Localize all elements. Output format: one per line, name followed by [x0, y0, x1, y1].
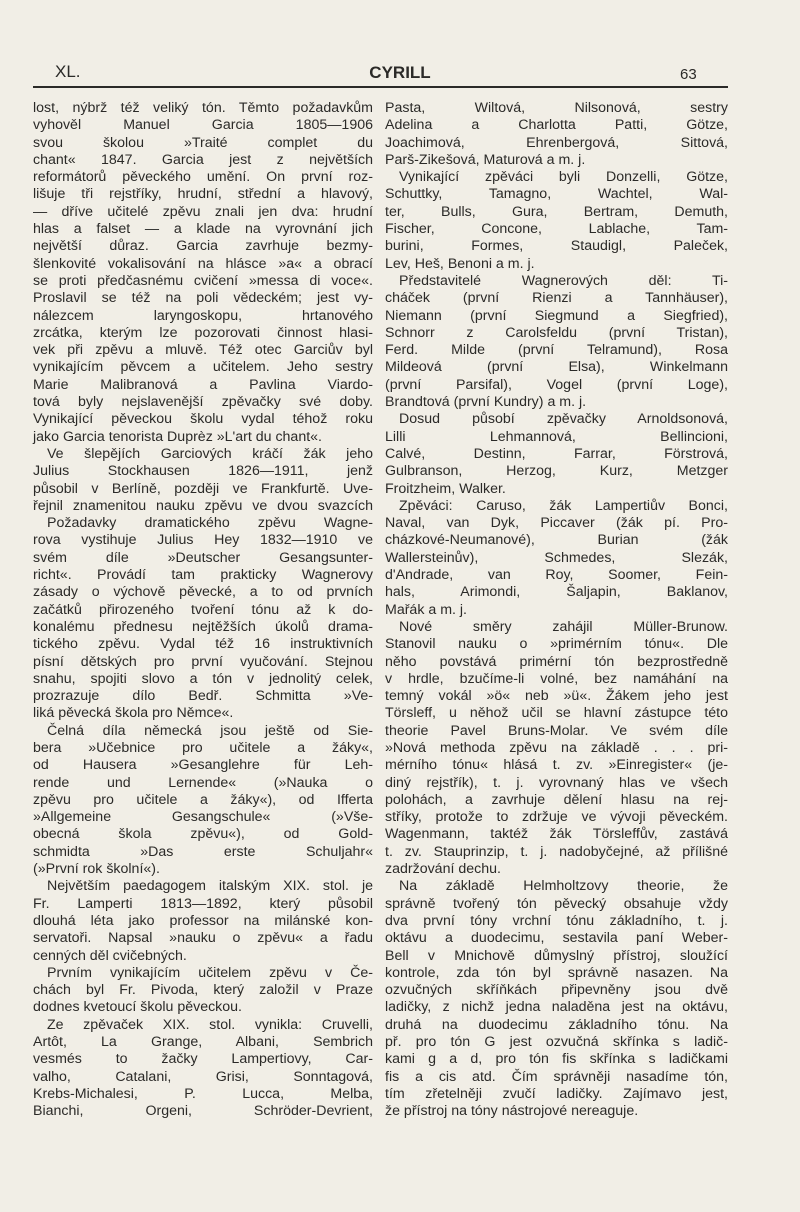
text-line: Parš-Zikešová, Maturová a m. j.: [385, 151, 586, 168]
text-line: kami g a d, pro tón fis skřínka s ladičkami: [385, 1051, 728, 1068]
text-line: Představitelé Wagnerových děl: Ti-: [399, 272, 728, 289]
text-line: stříky, protože to zdržuje ve vývoji pěveckém.: [385, 809, 728, 826]
text-line: schmidta »Das erste Schuljahr«: [33, 843, 373, 860]
text-line: (»První rok školní«).: [33, 861, 160, 878]
text-line: mérního tónu« hlásá t. zv. »Einregister« (je-: [385, 757, 728, 774]
page-number: 63: [680, 66, 697, 83]
text-line: Schnorr z Carolsfeldu (první Tristan),: [385, 324, 728, 341]
text-line: — dříve učitelé zpěvu znali jen dva: hrudní: [33, 203, 373, 220]
text-line: Fischer, Concone, Lablache, Tam-: [385, 221, 728, 238]
text-line: v hrdle, bzučíme-li volné, bez namáhání na: [385, 670, 728, 687]
text-line: ladičky, z nichž jedna naladěna jest na oktávu,: [385, 999, 728, 1016]
text-line: tím zřetelněji zvučí ladičky. Zajímavo jest,: [385, 1085, 728, 1102]
text-line: zpěvu pro učitele a žáky«), od Ifferta: [33, 791, 373, 808]
text-line: servatoři. Napsal »nauku o zpěvu« a řadu: [33, 930, 373, 947]
text-line: Schuttky, Tamagno, Wachtel, Wal-: [385, 186, 728, 203]
text-line: Adelina a Charlotta Patti, Götze,: [385, 117, 728, 134]
text-line: Joachimová, Ehrenbergová, Sittová,: [385, 134, 728, 151]
text-line: snahu, spojiti slovo a tón v jednolitý celek,: [33, 670, 373, 687]
text-line: valho, Catalani, Grisi, Sonntagová,: [33, 1068, 373, 1085]
text-line: (první Parsifal), Vogel (první Loge),: [385, 376, 728, 393]
text-line: něho povstává primérní tón bezprostředně: [385, 653, 728, 670]
left-text-column: [33, 100, 373, 1121]
text-line: Wagenmann, taktéž žák Törsleffův, zastává: [385, 826, 728, 843]
text-line: bera »Učebnice pro učitele a žáky«,: [33, 739, 373, 756]
text-line: druhá na duodecimu základního tónu. Na: [385, 1016, 728, 1033]
text-line: od Hausera »Gesanglehre für Leh-: [33, 757, 373, 774]
text-line: Zpěváci: Caruso, žák Lampertiův Bonci,: [399, 497, 728, 514]
text-line: řejnil znamenitou nauku zpěvu ve dvou svazcích: [33, 497, 373, 514]
text-line: lišuje tři rejstříky, hrudní, střední a hlavový,: [33, 186, 373, 203]
text-line: kontrole, zda tón byl správně nasazen. Na: [385, 964, 728, 981]
text-line: prozrazuje dílo Bedř. Schmitta »Ve-: [33, 688, 373, 705]
text-line: »Allgemeine Gesangschule« (»Vše-: [33, 809, 373, 826]
text-line: rende und Lernende« (»Nauka o: [33, 774, 373, 791]
text-line: obecná škola zpěvu«), od Gold-: [33, 826, 373, 843]
text-line: konalému přednesu nejtěžších úkolů drama-: [33, 618, 373, 635]
text-line: Vynikající zpěváci byli Donzelli, Götze,: [399, 169, 728, 186]
text-line: Niemann (první Siegmund a Siegfried),: [385, 307, 728, 324]
text-line: rova vystihuje Julius Hey 1832—1910 ve: [33, 532, 373, 549]
text-line: Největším paedagogem italským XIX. stol. je: [47, 878, 373, 895]
text-line: jako Garcia tenorista Duprèz »L'art du chant«.: [33, 428, 322, 445]
text-line: dodnes kvetoucí školu pěveckou.: [33, 999, 243, 1016]
text-line: tického zpěvu. Vydal též 16 instruktivních: [33, 636, 373, 653]
text-line: vynikajícím pěvcem a učitelem. Jeho sestry: [33, 359, 373, 376]
text-line: Marie Malibranová a Pavlina Viardo-: [33, 376, 373, 393]
text-line: Dosud působí zpěvačky Arnoldsonová,: [399, 411, 728, 428]
text-line: theorie Pavel Bruns-Molar. Ve svém díle: [385, 722, 728, 739]
text-line: Vynikající pěveckou školu vydal téhož roku: [33, 411, 373, 428]
text-line: reformátorů pěveckého umění. On první roz-: [33, 169, 373, 186]
text-line: Brandtová (první Kundry) a m. j.: [385, 394, 587, 411]
text-line: ozvučných skříňkách připevněny jsou dvě: [385, 982, 728, 999]
text-line: fis a cis atd. Čím správněji nasadíme tón,: [385, 1068, 728, 1085]
text-line: Lilli Lehmannová, Bellincioni,: [385, 428, 728, 445]
text-line: Wallersteinův), Schmedes, Slezák,: [385, 549, 728, 566]
text-line: cenných děl cvičebných.: [33, 947, 187, 964]
text-line: Nové směry zahájil Müller-Brunow.: [399, 618, 728, 635]
text-line: správně tvořený tón pěvecký obsahuje vždy: [385, 895, 728, 912]
text-line: Bell v Mnichově důmyslný přístroj, sloužící: [385, 947, 728, 964]
text-line: Čelná díla německá jsou ještě od Sie-: [47, 722, 373, 739]
text-line: polohách, a zavrhuje dělení hlasu na rej-: [385, 791, 728, 808]
text-line: Ze zpěvaček XIX. stol. vynikla: Cruvelli,: [47, 1016, 373, 1033]
text-line: Mildeová (první Elsa), Winkelmann: [385, 359, 728, 376]
text-line: Fr. Lamperti 1813—1892, který působil: [33, 895, 373, 912]
text-line: cházkové-Neumanové), Burian (žák: [385, 532, 728, 549]
text-line: Stanovil nauku o »primérním tónu«. Dle: [385, 636, 728, 653]
text-line: Froitzheim, Walker.: [385, 480, 506, 497]
text-line: vesmés to žačky Lampertiovy, Car-: [33, 1051, 373, 1068]
text-line: cháček (první Rienzi a Tannhäuser),: [385, 290, 728, 307]
text-line: hlas a falset — a klade na vyrovnání jich: [33, 221, 373, 238]
text-line: burini, Formes, Staudigl, Paleček,: [385, 238, 728, 255]
text-line: začátků přirozeného tvoření tónu až k do-: [33, 601, 373, 618]
text-line: že přístroj na tóny nástrojové nereaguje.: [385, 1103, 639, 1120]
text-line: nálezcem laryngoskopu, hrtanového: [33, 307, 373, 324]
text-line: Artôt, La Grange, Albani, Sembrich: [33, 1034, 373, 1051]
text-line: temný vokál »ö« neb »ü«. Žákem jeho jest: [385, 688, 728, 705]
text-line: »Nová methoda zpěvu na základě . . . pri-: [385, 739, 728, 756]
text-line: svou školou »Traité complet du: [33, 134, 373, 151]
text-line: lost, nýbrž též veliký tón. Těmto požadavkům: [33, 100, 373, 116]
text-line: se proti předčasnému cvičení »messa di voce«.: [33, 272, 373, 289]
text-line: dva první tóny vrchní tónu základního, t. j.: [385, 912, 728, 929]
text-line: Gulbranson, Herzog, Kurz, Metzger: [385, 463, 728, 480]
text-line: Lev, Heš, Benoni a m. j.: [385, 255, 535, 272]
text-line: Bianchi, Orgeni, Schröder-Devrient,: [33, 1103, 373, 1120]
text-line: písní dětských pro první vyučování. Stejnou: [33, 653, 373, 670]
text-line: diný rejstřík), t. j. vyrovnaný hlas ve všech: [385, 774, 728, 791]
text-line: t. zv. Stauprinzip, t. j. nadobyčejné, až přílišné: [385, 843, 728, 860]
right-text-column: [385, 100, 728, 1121]
text-line: ter, Bulls, Gura, Bertram, Demuth,: [385, 203, 728, 220]
text-line: vek při zpěvu a mluvě. Též otec Garciův byl: [33, 342, 373, 359]
text-line: zásady o výchově pěvecké, a to od prvních: [33, 584, 373, 601]
text-line: působil v Berlíně, později ve Frankfurtě. Uve-: [33, 480, 373, 497]
text-line: Törsleff, u něhož učil se hlavní zástupce této: [385, 705, 728, 722]
text-line: Krebs-Michalesi, P. Lucca, Melba,: [33, 1085, 373, 1102]
text-line: svém díle »Deutscher Gesangsunter-: [33, 549, 373, 566]
text-line: př. pro tón G jest ozvučná skřínka s ladič-: [385, 1034, 728, 1051]
header-rule: [33, 86, 728, 88]
text-line: Ferd. Milde (první Telramund), Rosa: [385, 342, 728, 359]
text-line: největší důraz. Garcia zavrhuje bezmy-: [33, 238, 373, 255]
text-line: tová byly nejslavenější zpěvačky své doby.: [33, 394, 373, 411]
text-line: Pasta, Wiltová, Nilsonová, sestry: [385, 100, 728, 116]
volume-number: XL.: [55, 62, 81, 81]
text-line: hals, Arimondi, Šaljapin, Baklanov,: [385, 584, 728, 601]
text-line: Ve šlepějích Garciových kráčí žák jeho: [47, 445, 373, 462]
text-line: šlenkovité vokalisování na hlásce »a« a obrací: [33, 255, 373, 272]
text-line: Prvním vynikajícím učitelem zpěvu v Če-: [47, 964, 373, 981]
text-line: chách byl Fr. Pivoda, který založil v Praze: [33, 982, 373, 999]
text-line: dlouhá léta jako professor na milánské kon-: [33, 912, 373, 929]
text-line: Požadavky dramatického zpěvu Wagne-: [47, 515, 373, 532]
running-title: CYRILL: [369, 63, 431, 82]
text-line: Mařák a m. j.: [385, 601, 467, 618]
text-line: zadržování dechu.: [385, 861, 501, 878]
text-line: liká pěvecká škola pro Němce«.: [33, 705, 234, 722]
text-line: Julius Stockhausen 1826—1911, jenž: [33, 463, 373, 480]
text-line: Na základě Helmholtzovy theorie, že: [399, 878, 728, 895]
text-line: Calvé, Destinn, Farrar, Förstrová,: [385, 445, 728, 462]
text-line: chant« 1847. Garcia jest z největších: [33, 151, 373, 168]
text-line: richt«. Provádí tam prakticky Wagnerovy: [33, 567, 373, 584]
text-line: vyhověl Manuel Garcia 1805—1906: [33, 117, 373, 134]
text-line: oktávu a duodecimu, sestavila paní Weber-: [385, 930, 728, 947]
text-line: zrcátka, kterým lze pozorovati činnost hlasi-: [33, 324, 373, 341]
text-line: d'Andrade, van Roy, Soomer, Fein-: [385, 567, 728, 584]
text-line: Proslavil se též na poli vědeckém; jest vy-: [33, 290, 373, 307]
text-line: Naval, van Dyk, Piccaver (žák pí. Pro-: [385, 515, 728, 532]
